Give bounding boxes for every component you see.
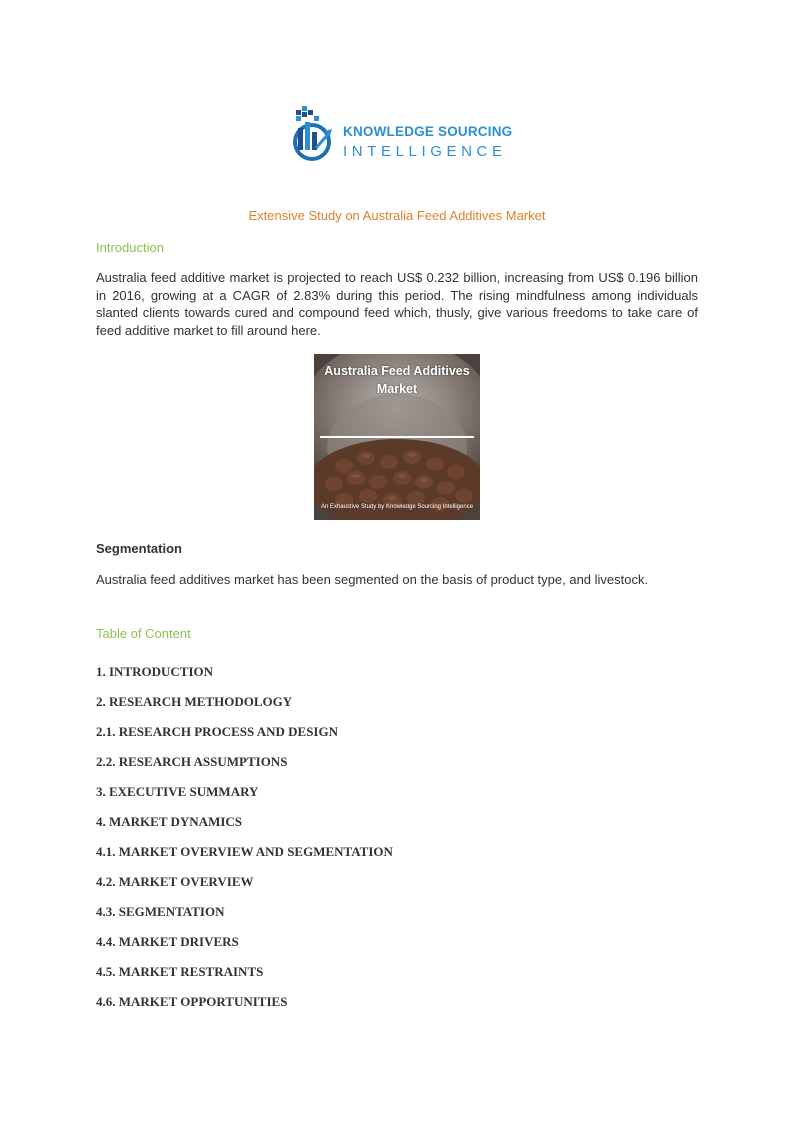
toc-item: 4. MARKET DYNAMICS: [96, 814, 243, 829]
document-title: Extensive Study on Australia Feed Additives Market: [248, 208, 546, 223]
cover-image-title: Australia Feed Additives Market: [324, 364, 470, 396]
toc-item: 1. INTRODUCTION: [96, 664, 214, 679]
toc-item: 3. EXECUTIVE SUMMARY: [96, 784, 259, 799]
introduction-heading: Introduction: [96, 240, 164, 255]
toc-item: 2. RESEARCH METHODOLOGY: [96, 694, 293, 709]
introduction-paragraph: Australia feed additive market is projected to reach US$ 0.232 billion, increasing from US$ 0.196 billion in 2016, growing at a CAGR of 2.83% during this period. The rising mindfulness among individuals slanted clients towards cured and compound feed which, thusly, give various freedoms to take care of feed additive market to fill around here.: [96, 270, 698, 338]
cover-image: [314, 354, 480, 520]
toc-item: 4.1. MARKET OVERVIEW AND SEGMENTATION: [96, 844, 393, 859]
logo-text-knowledge-sourcing: KNOWLEDGE SOURCING: [343, 124, 513, 139]
toc-item: 4.6. MARKET OPPORTUNITIES: [96, 994, 288, 1009]
logo-text-intelligence: INTELLIGENCE: [343, 143, 507, 160]
toc-item: 4.5. MARKET RESTRAINTS: [96, 964, 264, 979]
toc-item: 4.4. MARKET DRIVERS: [96, 934, 239, 949]
bar-chart-arrow-icon: [290, 104, 338, 166]
cover-image-subtitle: An Exhaustive Study by Knowledge Sourcing Intelligence: [320, 504, 474, 510]
toc-item: 2.1. RESEARCH PROCESS AND DESIGN: [96, 724, 338, 739]
cover-image-divider: [320, 436, 474, 438]
toc-heading: Table of Content: [96, 626, 191, 641]
toc-item: 4.3. SEGMENTATION: [96, 904, 225, 919]
table-of-contents: [96, 663, 393, 1023]
company-logo: [290, 104, 513, 166]
segmentation-heading: Segmentation: [96, 541, 182, 556]
toc-item: 4.2. MARKET OVERVIEW: [96, 874, 254, 889]
toc-item: 2.2. RESEARCH ASSUMPTIONS: [96, 754, 288, 769]
segmentation-paragraph: Australia feed additives market has been segmented on the basis of product type, and livestock.: [96, 572, 649, 587]
